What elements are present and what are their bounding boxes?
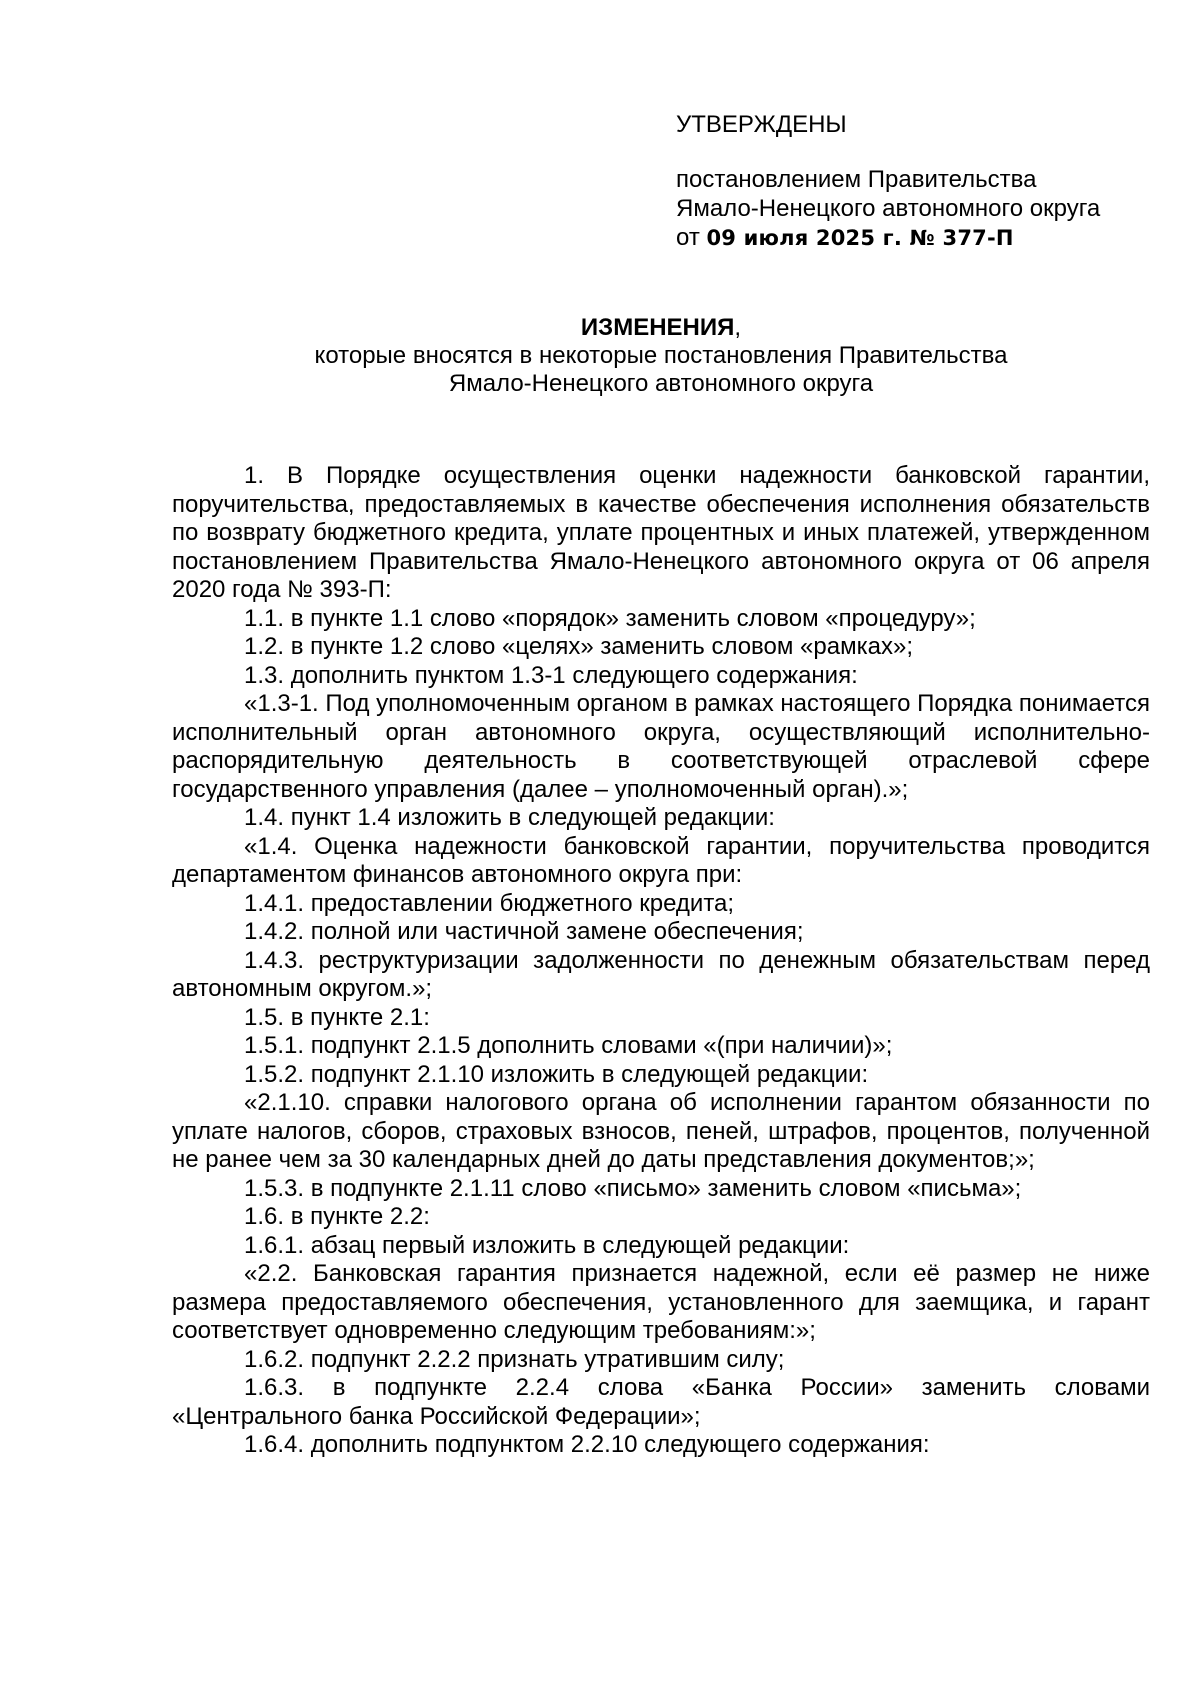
paragraph: 1.4.3. реструктуризации задолженности по денежным обязательствам перед автономным округом.»; xyxy=(172,946,1150,1002)
paragraph: «1.3-1. Под уполномоченным органом в рамках настоящего Порядка понимается исполнительный орган автономного округа, осуществляющий исполнительно-распорядительную деятельность в соответствующей отраслевой сфере государственного управления (далее – уполномоченный орган).»; xyxy=(172,690,1150,803)
paragraph: 1. В Порядке осуществления оценки надежности банковской гарантии, поручительства, предоставляемых в качестве обеспечения исполнения обязательств по возврату бюджетного кредита, уплате процентных и иных платежей, утвержденном постановлением Правительства Ямало-Ненецкого автономного округа от 06 апреля 2020 года № 393-П: xyxy=(172,462,1150,603)
paragraph: 1.5. в пункте 2.1: xyxy=(244,1003,430,1031)
paragraph: 1.6.3. в подпункте 2.2.4 слова «Банка России» заменить словами «Центрального банка Российской Федерации»; xyxy=(172,1374,1150,1430)
approval-date-reference: 09 июля 2025 г. № 377-П xyxy=(706,226,1014,250)
heading-subtitle-line-1: которые вносятся в некоторые постановления Правительства xyxy=(314,342,1008,369)
approval-stamp: УТВЕРЖДЕНЫ xyxy=(676,111,847,138)
paragraph: 1.4.1. предоставлении бюджетного кредита; xyxy=(244,889,735,917)
approval-date-line xyxy=(676,223,1176,253)
paragraph: 1.3. дополнить пунктом 1.3-1 следующего содержания: xyxy=(244,661,858,689)
paragraph: 1.5.1. подпункт 2.1.5 дополнить словами «(при наличии)»; xyxy=(244,1032,893,1059)
paragraph: 1.6. в пункте 2.2: xyxy=(244,1203,430,1230)
paragraph: 1.4.2. полной или частичной замене обеспечения; xyxy=(244,918,804,945)
document-body xyxy=(172,462,1150,1460)
heading-title: ИЗМЕНЕНИЯ xyxy=(580,314,735,341)
paragraph: «1.4. Оценка надежности банковской гарантии, поручительства проводится департаментом финансов автономного округа при: xyxy=(172,832,1150,888)
heading-title-line xyxy=(172,314,1150,342)
paragraph: 1.4. пункт 1.4 изложить в следующей редакции: xyxy=(244,804,775,831)
approval-date-prefix: от xyxy=(676,224,700,251)
paragraph: 1.5.2. подпункт 2.1.10 изложить в следующей редакции: xyxy=(244,1060,869,1088)
paragraph: 1.6.4. дополнить подпунктом 2.2.10 следующего содержания: xyxy=(244,1431,930,1458)
document-heading xyxy=(172,314,1150,398)
paragraph: 1.6.1. абзац первый изложить в следующей редакции: xyxy=(244,1231,850,1259)
paragraph: «2.2. Банковская гарантия признается надежной, если её размер не ниже размера предоставляемого обеспечения, установленного для заемщика, и гарант соответствует одновременно следующим требованиям:»; xyxy=(172,1260,1150,1344)
paragraph: 1.1. в пункте 1.1 слово «порядок» заменить словом «процедуру»; xyxy=(244,604,976,632)
paragraph: 1.2. в пункте 1.2 слово «целях» заменить словом «рамках»; xyxy=(244,633,913,660)
paragraph: 1.5.3. в подпункте 2.1.11 слово «письмо» заменить словом «письма»; xyxy=(244,1174,1022,1202)
paragraph: 1.6.2. подпункт 2.2.2 признать утратившим силу; xyxy=(244,1345,785,1373)
heading-title-suffix: , xyxy=(734,314,742,341)
approval-line-resolution: постановлением Правительства xyxy=(676,166,1037,193)
approval-block xyxy=(676,110,1176,253)
paragraph: «2.1.10. справки налогового органа об исполнении гарантом обязанности по уплате налогов, сборов, страховых взносов, пеней, штрафов, процентов, полученной не ранее чем за 30 календарных дней до даты представления документов;»; xyxy=(172,1089,1150,1173)
heading-subtitle-line-2: Ямало-Ненецкого автономного округа xyxy=(448,370,874,397)
approval-line-region: Ямало-Ненецкого автономного округа xyxy=(676,195,1101,222)
